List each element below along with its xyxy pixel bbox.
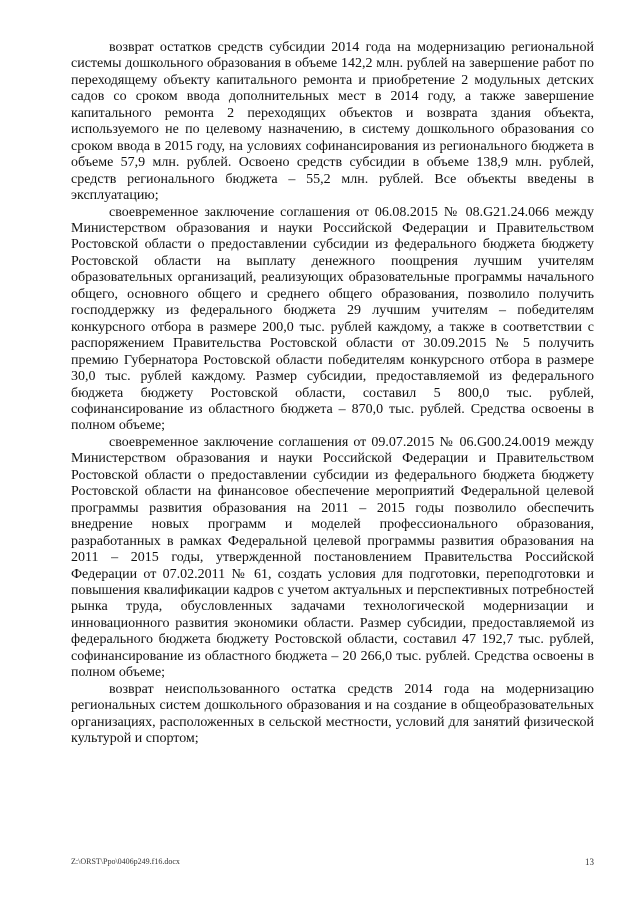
paragraph-best-teachers-agreement: своевременное заключение соглашения от 06.08.2015 № 08.G21.24.066 между Министерством образования и науки Российской Федерации и Правительством Ростовской области о предоставлении субсидии из федерального бюджета бюджету Ростовской области на выплату денежного поощрения лучшим учителям образовательных организаций, реализующих образовательные программы начального общего, основного общего и среднего общего образования, позволило получить господдержку из федерального бюджета 29 лучшим учителям – победителям конкурсного отбора в размере 200,0 тыс. рублей каждому, а также в соответствии с распоряжением Правительства Ростовской области от 30.09.2015 № 5 получить премию Губернатора Ростовской области победителям конкурсного отбора в размере 30,0 тыс. рублей каждому. Размер субсидии, предоставляемой из федерального бюджета бюджету Ростовской области, составил 5 800,0 тыс. рублей, софинансирование из областного бюджета – 870,0 тыс. рублей. Средства освоены в полном объеме; xyxy=(71,204,594,434)
paragraph-unused-balance-return: возврат неиспользованного остатка средств 2014 года на модернизацию региональных систем дошкольного образования и на создание в общеобразовательных организациях, расположенных в сельской местности, условий для занятий физической культурой и спортом; xyxy=(71,681,594,747)
page-number: 13 xyxy=(585,857,594,867)
footer-file-path: Z:\ORST\Ppo\0406p249.f16.docx xyxy=(71,857,180,866)
document-body xyxy=(71,40,594,747)
paragraph-preschool-subsidy-return: возврат остатков средств субсидии 2014 года на модернизацию региональной системы дошкольного образования в объеме 142,2 млн. рублей на завершение работ по переходящему объекту капитального ремонта и приобретение 2 модульных детских садов со сроком ввода дополнительных мест в 2014 году, а также завершение капитального ремонта 2 переходящих объектов и возврата здания объекта, используемого не по целевому назначению, в систему дошкольного образования со сроком ввода в 2015 году, на условиях софинансирования из регионального бюджета в объеме 57,9 млн. рублей. Освоено средств субсидии в объеме 138,9 млн. рублей, средств регионального бюджета – 55,2 млн. рублей. Все объекты введены в эксплуатацию; xyxy=(71,40,594,204)
paragraph-federal-program-agreement: своевременное заключение соглашения от 09.07.2015 № 06.G00.24.0019 между Министерством образования и науки Российской Федерации и Правительством Ростовской области о предоставлении субсидии из федерального бюджета бюджету Ростовской области на финансовое обеспечение мероприятий Федеральной целевой программы развития образования на 2011 – 2015 годы позволило обеспечить внедрение новых программ и моделей профессионального образования, разработанных в рамках Федеральной целевой программы развития образования на 2011 – 2015 годы, утвержденной постановлением Правительства Российской Федерации от 07.02.2011 № 61, создать условия для подготовки, переподготовки и повышения квалификации кадров с учетом актуальных и перспективных потребностей рынка труда, обусловленных задачами технологической модернизации и инновационного развития экономики области. Размер субсидии, предоставляемой из федерального бюджета бюджету Ростовской области, составил 47 192,7 тыс. рублей, софинансирование из областного бюджета – 20 266,0 тыс. рублей. Средства освоены в полном объеме; xyxy=(71,434,594,681)
